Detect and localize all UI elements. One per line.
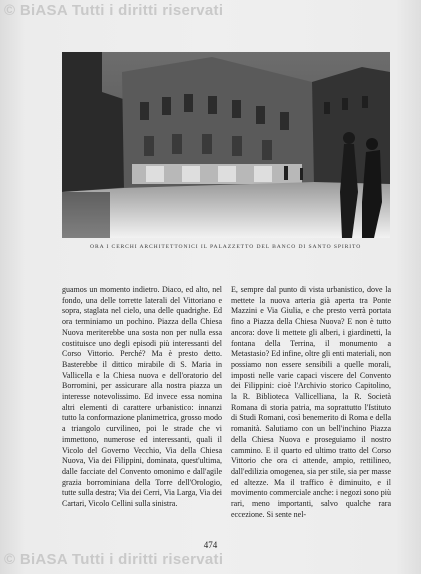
watermark-top: © BiASA Tutti i diritti riservati xyxy=(4,2,224,19)
paragraph-left: guamos un momento indietro. Diaco, ed alto, nel fondo, una delle torrette laterali del Vittoriano e sopra, staglata nel cielo, una delle quadrighe. Ed ora terminiamo un pochino. Piazza della Chiesa Nuova meriterebbe una sosta non per nulla essa costituisce uno degli episodi più interessanti del Corso Vittorio. Perché? Ma è presto detto. Basterebbe il dittico mirabile di S. Maria in Vallicella e la Chiesa nuova e dell'oratorio del Borromini, per assicurare alla nostra piazza un interesse notevolissimo. Ed invece essa nomina altri elementi di carattere urbanistico: innanzi tutto la conformazione planimetrica, grosso modo a triangolo curvilineo, poi le strade che vi immettono, numerose ed interessanti, quali il Vicolo del Governo Vecchio, Via della Chiesa Nuova, Via dei Filippini, dominata, quest'ultima, dalle facciate del Convento omonimo e dall'agile grazia borrominiana della Torre dell'Orologio, tutte sulla destra; Via dei Cerri, Via Larga, Via dei Cartari, Vicolo Cellini sulla sinistra. xyxy=(62,285,222,509)
paragraph-right: E, sempre dal punto di vista urbanistico, dove la mettete la nuova arteria già aperta tra Ponte Mazzini e Via Giulia, e che presto verrà portata fino a Piazza della Chiesa Nuova? E non è tutto ancora: dove li mettete gli alberi, i giardinetti, la fontana della Terrina, il monumento a Metastasio? Ed infine, oltre gli enti materiali, non possiamo non essere sensibili a quelle morali, imposti nelle varie capaci viscere del Convento dei Filippini: cioè l'Archivio storico Capitolino, la R. Biblioteca Vallicelliana, la R. Società Romana di storia patria, ma soprattutto l'Istituto di Studi Romani, così benemerito di Roma e della romanità. Salutiamo con un bell'inchino Piazza della Chiesa Nuova e proseguiamo il nostro cammino. E il quarto ed ultimo tratto del Corso Vittorio che ora ci attende, ampio, rettilineo, dall'edilizia omogenea, sia per stile, sia per masse ed altezze. Ma il traffico è diminuito, e il movimento commerciale anche: i negozi sono più rari, meno importanti, salvo qualche rara eccezione. Si sente nel- xyxy=(231,285,391,519)
page-number: 474 xyxy=(203,540,218,550)
watermark-bottom: © BiASA Tutti i diritti riservati xyxy=(4,551,224,568)
photo-caption: ORA I CERCHI ARCHITETTONICI IL PALAZZETTO DEL BANCO DI SANTO SPIRITO xyxy=(90,244,362,250)
text-column-left xyxy=(62,285,222,510)
street-photograph xyxy=(62,52,390,238)
text-column-right xyxy=(231,285,391,520)
